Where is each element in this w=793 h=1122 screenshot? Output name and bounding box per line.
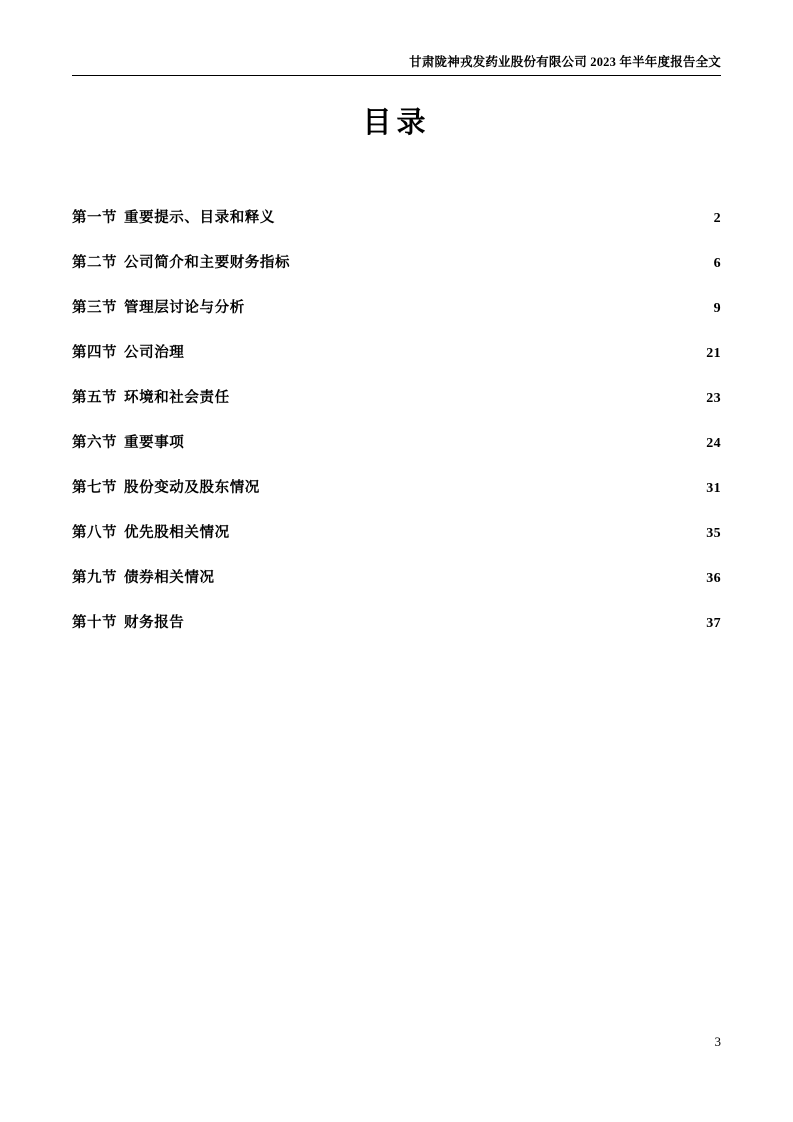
running-header: 甘肃陇神戎发药业股份有限公司 2023 年半年度报告全文 xyxy=(409,55,721,69)
toc-entry-page: 35 xyxy=(706,526,721,541)
toc-entry-page: 24 xyxy=(706,436,721,451)
toc-entry-page: 23 xyxy=(706,391,721,406)
toc-entry-section: 第八节 xyxy=(72,525,117,541)
toc-entry-title: 公司简介和主要财务指标 xyxy=(124,255,291,271)
toc-entry[interactable] xyxy=(72,331,721,376)
toc-entry-page: 9 xyxy=(713,301,721,316)
toc-entry-title: 环境和社会责任 xyxy=(124,390,230,406)
toc-leader-dots xyxy=(190,343,694,357)
toc-entry-title: 管理层讨论与分析 xyxy=(124,300,245,316)
toc-entry-section: 第十节 xyxy=(72,615,117,631)
toc-entry-page: 2 xyxy=(713,211,721,226)
toc-leader-dots xyxy=(251,298,694,312)
toc-entry[interactable] xyxy=(72,511,721,556)
toc-entry-title: 重要提示、目录和释义 xyxy=(124,210,275,226)
table-of-contents xyxy=(72,196,721,646)
toc-entry[interactable] xyxy=(72,466,721,511)
toc-entry-section: 第九节 xyxy=(72,570,117,586)
toc-leader-dots xyxy=(190,433,694,447)
toc-entry-page: 21 xyxy=(706,346,721,361)
toc-entry-section: 第七节 xyxy=(72,480,117,496)
toc-leader-dots xyxy=(236,523,694,537)
toc-entry-page: 36 xyxy=(706,571,721,586)
toc-entry-section: 第六节 xyxy=(72,435,117,451)
page-title: 目录 xyxy=(362,107,431,139)
toc-leader-dots xyxy=(190,613,694,627)
toc-entry-page: 6 xyxy=(713,256,721,271)
toc-entry[interactable] xyxy=(72,376,721,421)
toc-entry[interactable] xyxy=(72,601,721,646)
toc-entry[interactable] xyxy=(72,196,721,241)
toc-entry-title: 股份变动及股东情况 xyxy=(124,480,260,496)
toc-leader-dots xyxy=(236,388,694,402)
header-divider xyxy=(72,75,721,76)
toc-entry[interactable] xyxy=(72,241,721,286)
toc-entry-title: 优先股相关情况 xyxy=(124,525,230,541)
toc-entry-section: 第四节 xyxy=(72,345,117,361)
toc-leader-dots xyxy=(296,253,694,267)
toc-entry[interactable] xyxy=(72,556,721,601)
toc-leader-dots xyxy=(221,568,694,582)
toc-entry-page: 31 xyxy=(706,481,721,496)
toc-entry-title: 重要事项 xyxy=(124,435,185,451)
toc-entry-section: 第一节 xyxy=(72,210,117,226)
toc-entry-title: 债券相关情况 xyxy=(124,570,215,586)
toc-entry-page: 37 xyxy=(706,616,721,631)
toc-leader-dots xyxy=(266,478,694,492)
toc-entry-title: 财务报告 xyxy=(124,615,185,631)
toc-entry-section: 第五节 xyxy=(72,390,117,406)
toc-leader-dots xyxy=(281,208,694,222)
toc-entry[interactable] xyxy=(72,286,721,331)
toc-entry-section: 第二节 xyxy=(72,255,117,271)
toc-entry[interactable] xyxy=(72,421,721,466)
toc-entry-section: 第三节 xyxy=(72,300,117,316)
toc-entry-title: 公司治理 xyxy=(124,345,185,361)
page-number: 3 xyxy=(714,1034,721,1049)
